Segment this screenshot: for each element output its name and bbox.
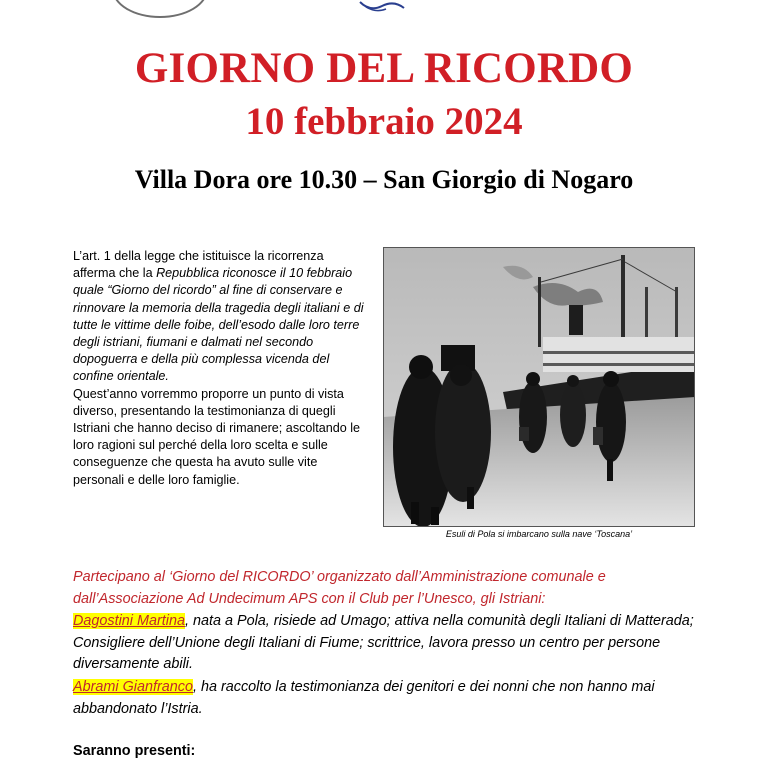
participant-1 xyxy=(73,611,713,676)
present-heading: Saranno presenti: xyxy=(73,743,196,759)
intro-text xyxy=(73,248,365,489)
event-location: Villa Dora ore 10.30 – San Giorgio di Nogaro xyxy=(134,165,634,194)
photo-caption: Esuli di Pola si imbarcano sulla nave ‘Toscana’ xyxy=(445,529,633,539)
intro-paragraph-2: Quest’anno vorremmo proporre un punto di vista diverso, presentando la testimonianza di quegli Istriani che hanno deciso di rimanere; ascoltando le loro ragioni sul perché della loro scelta e sulle conseguenze che questa ha avuto sulle vite personali e delle loro famiglie. xyxy=(73,386,361,487)
intro-paragraph-1: L’art. 1 della legge che istituisce la ricorrenza afferma che la Repubblica riconosce il 10 febbraio quale “Giorno del ricordo” al fine di conservare e rinnovare la memoria della tragedia degli italiani e di tutte le vittime delle foibe, dell’esodo dalle loro terre degli istriani, fiumani e dalmati nel secondo dopoguerra e della più complessa vicenda del confine orientale. xyxy=(73,249,364,384)
event-date: 10 febbraio 2024 xyxy=(245,100,523,143)
participant-1-name: Dagostini Martina xyxy=(73,613,185,629)
participants-intro: Partecipano al ‘Giorno del RICORDO’ organizzato dall’Amministrazione comunale e dall’Associazione Ad Undecimum APS con il Club per l’Unesco, gli Istriani: xyxy=(73,569,606,607)
participant-1-desc: , nata a Pola, risiede ad Umago; attiva nella comunità degli Italiani di Matterada; Consigliere dell’Unione degli Italiani di Fiume; scrittrice, lavora presso un centro per persone diversamente abili. xyxy=(73,613,694,672)
page-title: GIORNO DEL RICORDO xyxy=(134,45,634,92)
club-unesco-logo xyxy=(112,0,208,18)
association-logo xyxy=(352,0,412,14)
participant-2-name: Abrami Gianfranco xyxy=(73,679,193,695)
participant-2-desc: , ha raccolto la testimonianza dei genitori e dei nonni che non hanno mai abbandonato l’Istria. xyxy=(73,679,655,717)
historical-photo xyxy=(383,247,695,527)
participant-2 xyxy=(73,677,713,720)
